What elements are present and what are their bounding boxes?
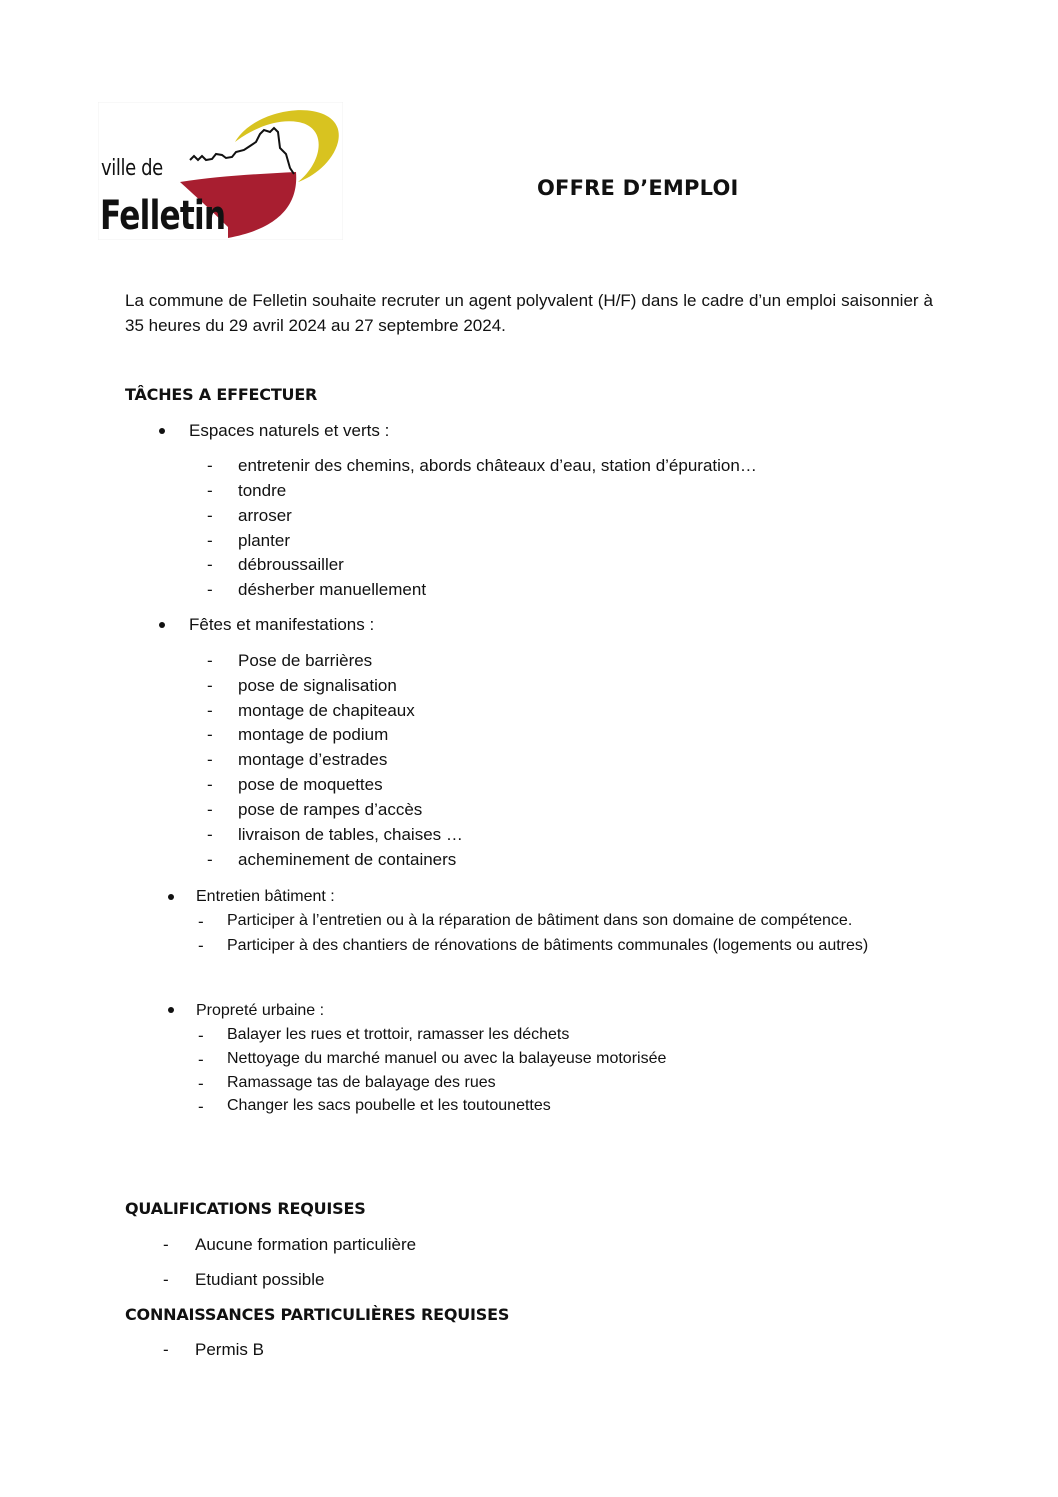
group-label-entretien: Entretien bâtiment : (196, 888, 335, 905)
dash-icon: - (198, 912, 204, 931)
list-item: Participer à des chantiers de rénovations de bâtiments communales (logements ou autres) (227, 937, 869, 954)
list-item: Permis B (195, 1340, 264, 1359)
dash-icon: - (207, 456, 213, 475)
list-item: montage d’estrades (238, 750, 388, 769)
list-item: Balayer les rues et trottoir, ramasser les déchets (227, 1026, 570, 1043)
logo-text-ville-de: ville de (101, 156, 163, 181)
dash-icon: - (163, 1340, 169, 1359)
dash-icon: - (163, 1270, 169, 1289)
list-item: arroser (238, 506, 292, 525)
dash-icon: - (207, 580, 213, 599)
dash-icon: - (207, 676, 213, 695)
list-item: pose de rampes d’accès (238, 800, 423, 819)
dash-icon: - (207, 750, 213, 769)
list-item: Ramassage tas de balayage des rues (227, 1074, 496, 1091)
taches-heading: TÂCHES A EFFECTUER (125, 385, 318, 404)
list-item: pose de moquettes (238, 775, 383, 794)
group-label-proprete: Propreté urbaine : (196, 1002, 325, 1019)
dash-icon: - (207, 555, 213, 574)
list-item: Aucune formation particulière (195, 1235, 417, 1254)
bullet-icon (159, 428, 165, 434)
dash-icon: - (207, 481, 213, 500)
list-item: débroussailler (238, 555, 344, 574)
list-item: montage de podium (238, 725, 389, 744)
dash-icon: - (198, 1074, 204, 1093)
list-item: Nettoyage du marché manuel ou avec la balayeuse motorisée (227, 1050, 667, 1067)
list-item: pose de signalisation (238, 676, 397, 695)
bullet-icon (159, 622, 165, 628)
logo-text-felletin: Felletin (100, 193, 226, 239)
dash-icon: - (207, 800, 213, 819)
page-title: OFFRE D’EMPLOI (537, 176, 739, 200)
list-item: désherber manuellement (238, 580, 427, 599)
dash-icon: - (207, 850, 213, 869)
list-item: Changer les sacs poubelle et les toutounettes (227, 1097, 551, 1114)
dash-icon: - (198, 1050, 204, 1069)
bullet-icon (168, 894, 174, 900)
dash-icon: - (207, 775, 213, 794)
list-item: acheminement de containers (238, 850, 457, 869)
intro-paragraph: La commune de Felletin souhaite recruter un agent polyvalent (H/F) dans le cadre d’un emploi saisonnier à 35 heures du 29 avril 2024 au 27 septembre 2024. (125, 291, 933, 335)
list-item: entretenir des chemins, abords châteaux d’eau, station d’épuration… (238, 456, 757, 475)
dash-icon: - (207, 531, 213, 550)
dash-icon: - (207, 506, 213, 525)
dash-icon: - (207, 701, 213, 720)
group-label-espaces: Espaces naturels et verts : (189, 421, 390, 440)
list-item: Etudiant possible (195, 1270, 325, 1289)
dash-icon: - (207, 651, 213, 670)
bullet-icon (168, 1007, 174, 1013)
list-item: tondre (238, 481, 287, 500)
dash-icon: - (198, 1026, 204, 1045)
list-item: planter (238, 531, 290, 550)
dash-icon: - (207, 725, 213, 744)
qualifications-heading: QUALIFICATIONS REQUISES (125, 1199, 366, 1218)
dash-icon: - (163, 1235, 169, 1254)
list-item: Participer à l’entretien ou à la réparation de bâtiment dans son domaine de compétence. (227, 912, 853, 929)
group-label-fetes: Fêtes et manifestations : (189, 615, 375, 634)
dash-icon: - (198, 936, 204, 955)
list-item: Pose de barrières (238, 651, 373, 670)
list-item: montage de chapiteaux (238, 701, 415, 720)
dash-icon: - (207, 825, 213, 844)
connaissances-heading: CONNAISSANCES PARTICULIÈRES REQUISES (125, 1305, 510, 1324)
dash-icon: - (198, 1097, 204, 1116)
list-item: livraison de tables, chaises … (238, 825, 463, 844)
